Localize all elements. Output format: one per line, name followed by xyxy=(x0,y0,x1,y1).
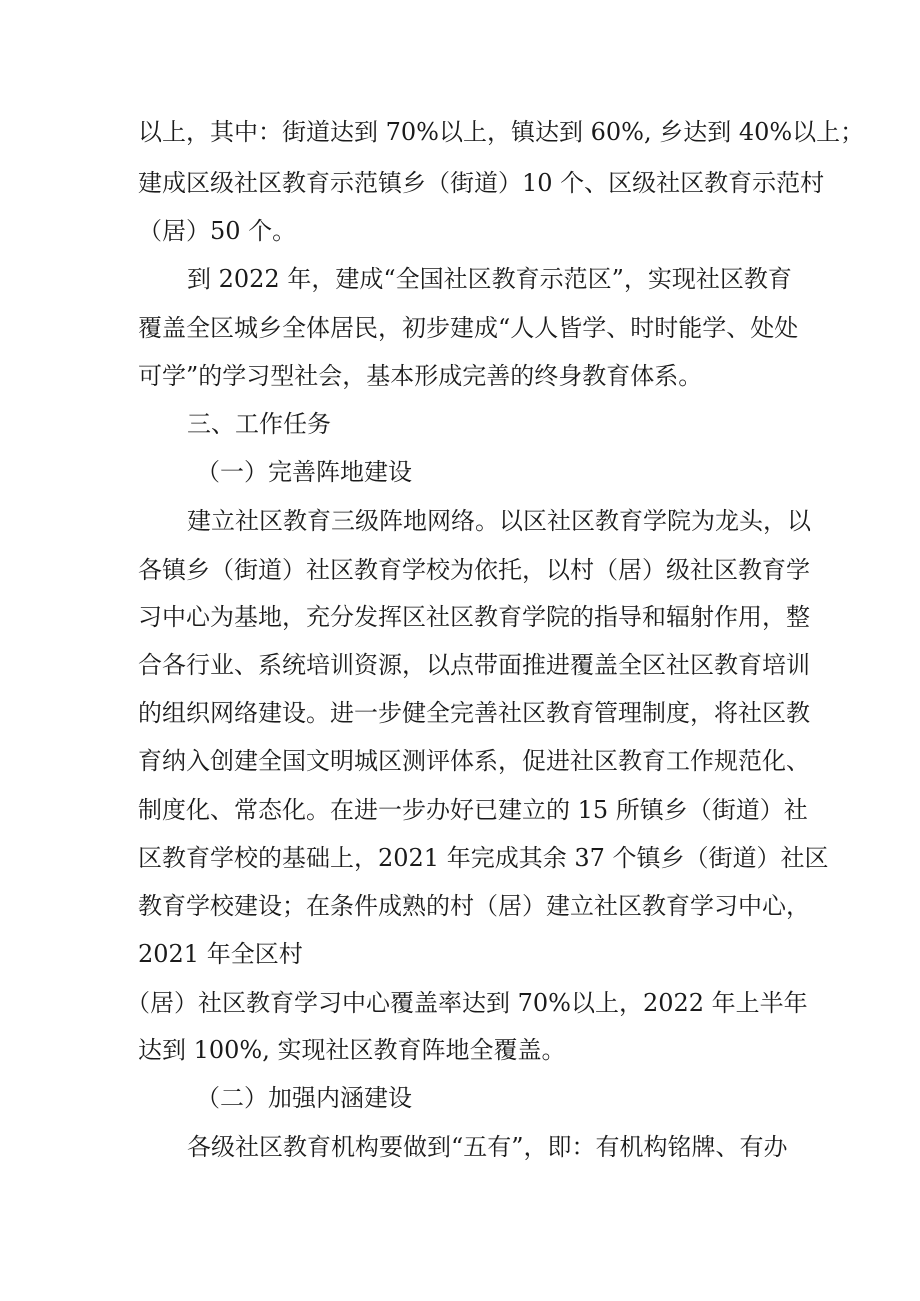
paragraph-line: 以上，其中：街道达到 70%以上，镇达到 60%, 乡达到 40%以上； xyxy=(138,118,865,146)
paragraph-line: 制度化、常态化。在进一步办好已建立的 15 所镇乡（街道）社 xyxy=(138,796,808,824)
paragraph-line: 建立社区教育三级阵地网络。以区社区教育学院为龙头，以 xyxy=(187,507,811,535)
paragraph-line: 各镇乡（街道）社区教育学校为依托，以村（居）级社区教育学 xyxy=(138,556,810,584)
paragraph-line: 习中心为基地，充分发挥区社区教育学院的指导和辐射作用，整 xyxy=(138,603,810,631)
paragraph-line: 的组织网络建设。进一步健全完善社区教育管理制度，将社区教 xyxy=(138,699,810,727)
subsection-heading: （一）完善阵地建设 xyxy=(196,458,412,486)
paragraph-line: 可学”的学习型社会，基本形成完善的终身教育体系。 xyxy=(138,362,703,390)
paragraph-line: 2021 年全区村 xyxy=(138,940,303,968)
paragraph-line: 区教育学校的基础上，2021 年完成其余 37 个镇乡（街道）社区 xyxy=(138,844,829,872)
paragraph-line: 达到 100%, 实现社区教育阵地全覆盖。 xyxy=(138,1036,566,1064)
paragraph-line: 各级社区教育机构要做到“五有”，即：有机构铭牌、有办 xyxy=(187,1133,788,1161)
paragraph-line: 建成区级社区教育示范镇乡（街道）10 个、区级社区教育示范村 xyxy=(138,169,825,197)
paragraph-line: 覆盖全区城乡全体居民，初步建成“人人皆学、时时能学、处处 xyxy=(138,314,799,342)
paragraph-line: 到 2022 年，建成“全国社区教育示范区”，实现社区教育 xyxy=(187,265,792,293)
paragraph-line: 教育学校建设；在条件成熟的村（居）建立社区教育学习中心， xyxy=(138,892,810,920)
section-heading: 三、工作任务 xyxy=(187,410,331,438)
paragraph-line: （居）社区教育学习中心覆盖率达到 70%以上，2022 年上半年 xyxy=(126,989,808,1017)
paragraph-line: （居）50 个。 xyxy=(138,217,297,245)
paragraph-line: 育纳入创建全国文明城区测评体系，促进社区教育工作规范化、 xyxy=(138,747,810,775)
paragraph-line: 合各行业、系统培训资源，以点带面推进覆盖全区社区教育培训 xyxy=(138,651,810,679)
subsection-heading: （二）加强内涵建设 xyxy=(196,1084,412,1112)
